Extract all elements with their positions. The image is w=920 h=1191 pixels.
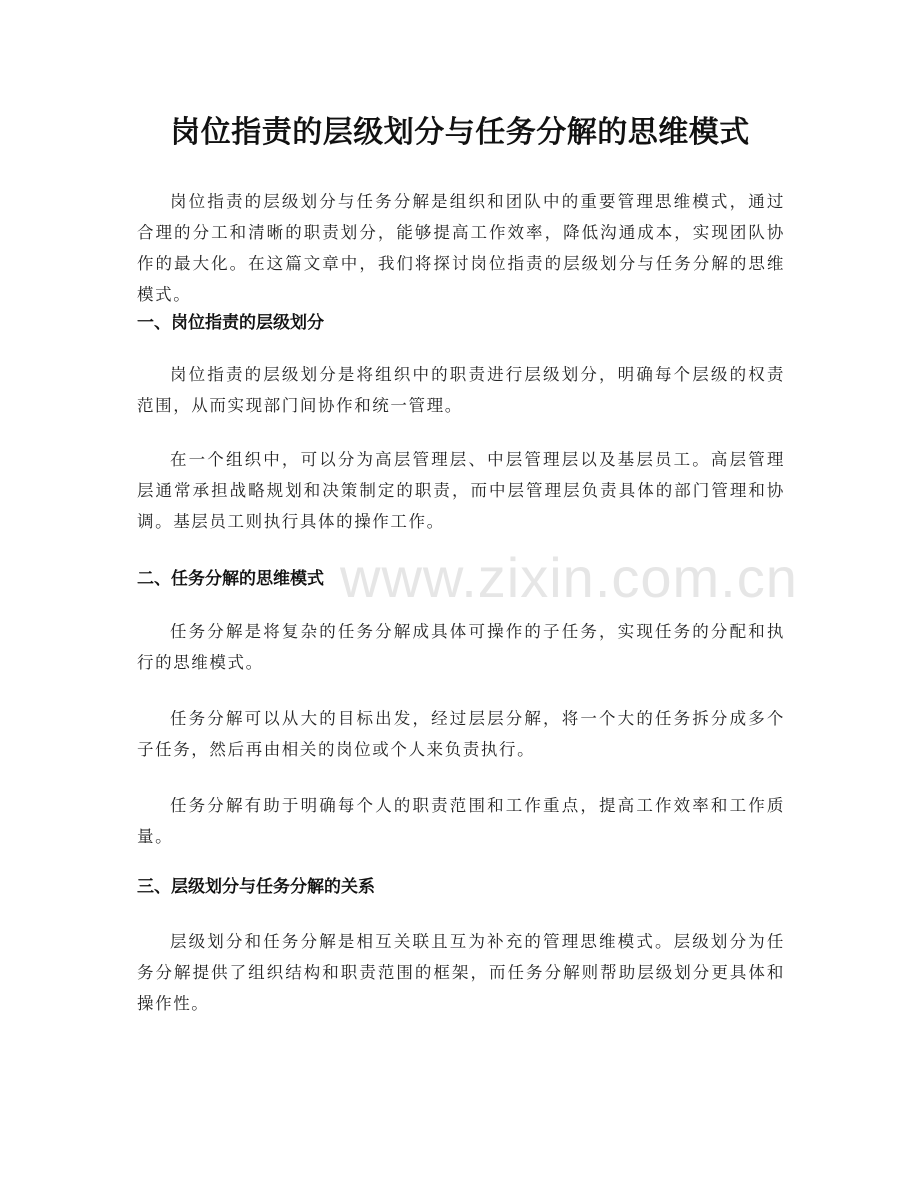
section-heading-3: 三、层级划分与任务分解的关系 [137, 877, 375, 897]
watermark: www.zixin.com.cn [340, 546, 798, 609]
section-1-paragraph-1: 岗位指责的层级划分是将组织中的职责进行层级划分，明确每个层级的权责范围，从而实现部门间协作和统一管理。 [137, 365, 785, 415]
section-heading-1: 一、岗位指责的层级划分 [137, 313, 324, 333]
section-2-paragraph-2: 任务分解可以从大的目标出发，经过层层分解，将一个大的任务拆分成多个子任务，然后再由相关的岗位或个人来负责执行。 [137, 709, 785, 759]
intro-paragraph: 岗位指责的层级划分与任务分解是组织和团队中的重要管理思维模式，通过合理的分工和清晰的职责划分，能够提高工作效率，降低沟通成本，实现团队协作的最大化。在这篇文章中，我们将探讨岗位指责的层级划分与任务分解的思维模式。 [137, 192, 785, 304]
section-2-paragraph-3: 任务分解有助于明确每个人的职责范围和工作重点，提高工作效率和工作质量。 [137, 796, 785, 846]
section-heading-2: 二、任务分解的思维模式 [137, 569, 324, 589]
section-3-paragraph-1: 层级划分和任务分解是相互关联且互为补充的管理思维模式。层级划分为任务分解提供了组织结构和职责范围的框架，而任务分解则帮助层级划分更具体和操作性。 [137, 932, 785, 1013]
section-1-paragraph-2: 在一个组织中，可以分为高层管理层、中层管理层以及基层员工。高层管理层通常承担战略规划和决策制定的职责，而中层管理层负责具体的部门管理和协调。基层员工则执行具体的操作工作。 [137, 450, 785, 531]
document-title: 岗位指责的层级划分与任务分解的思维模式 [170, 115, 750, 150]
section-2-paragraph-1: 任务分解是将复杂的任务分解成具体可操作的子任务，实现任务的分配和执行的思维模式。 [137, 622, 785, 672]
